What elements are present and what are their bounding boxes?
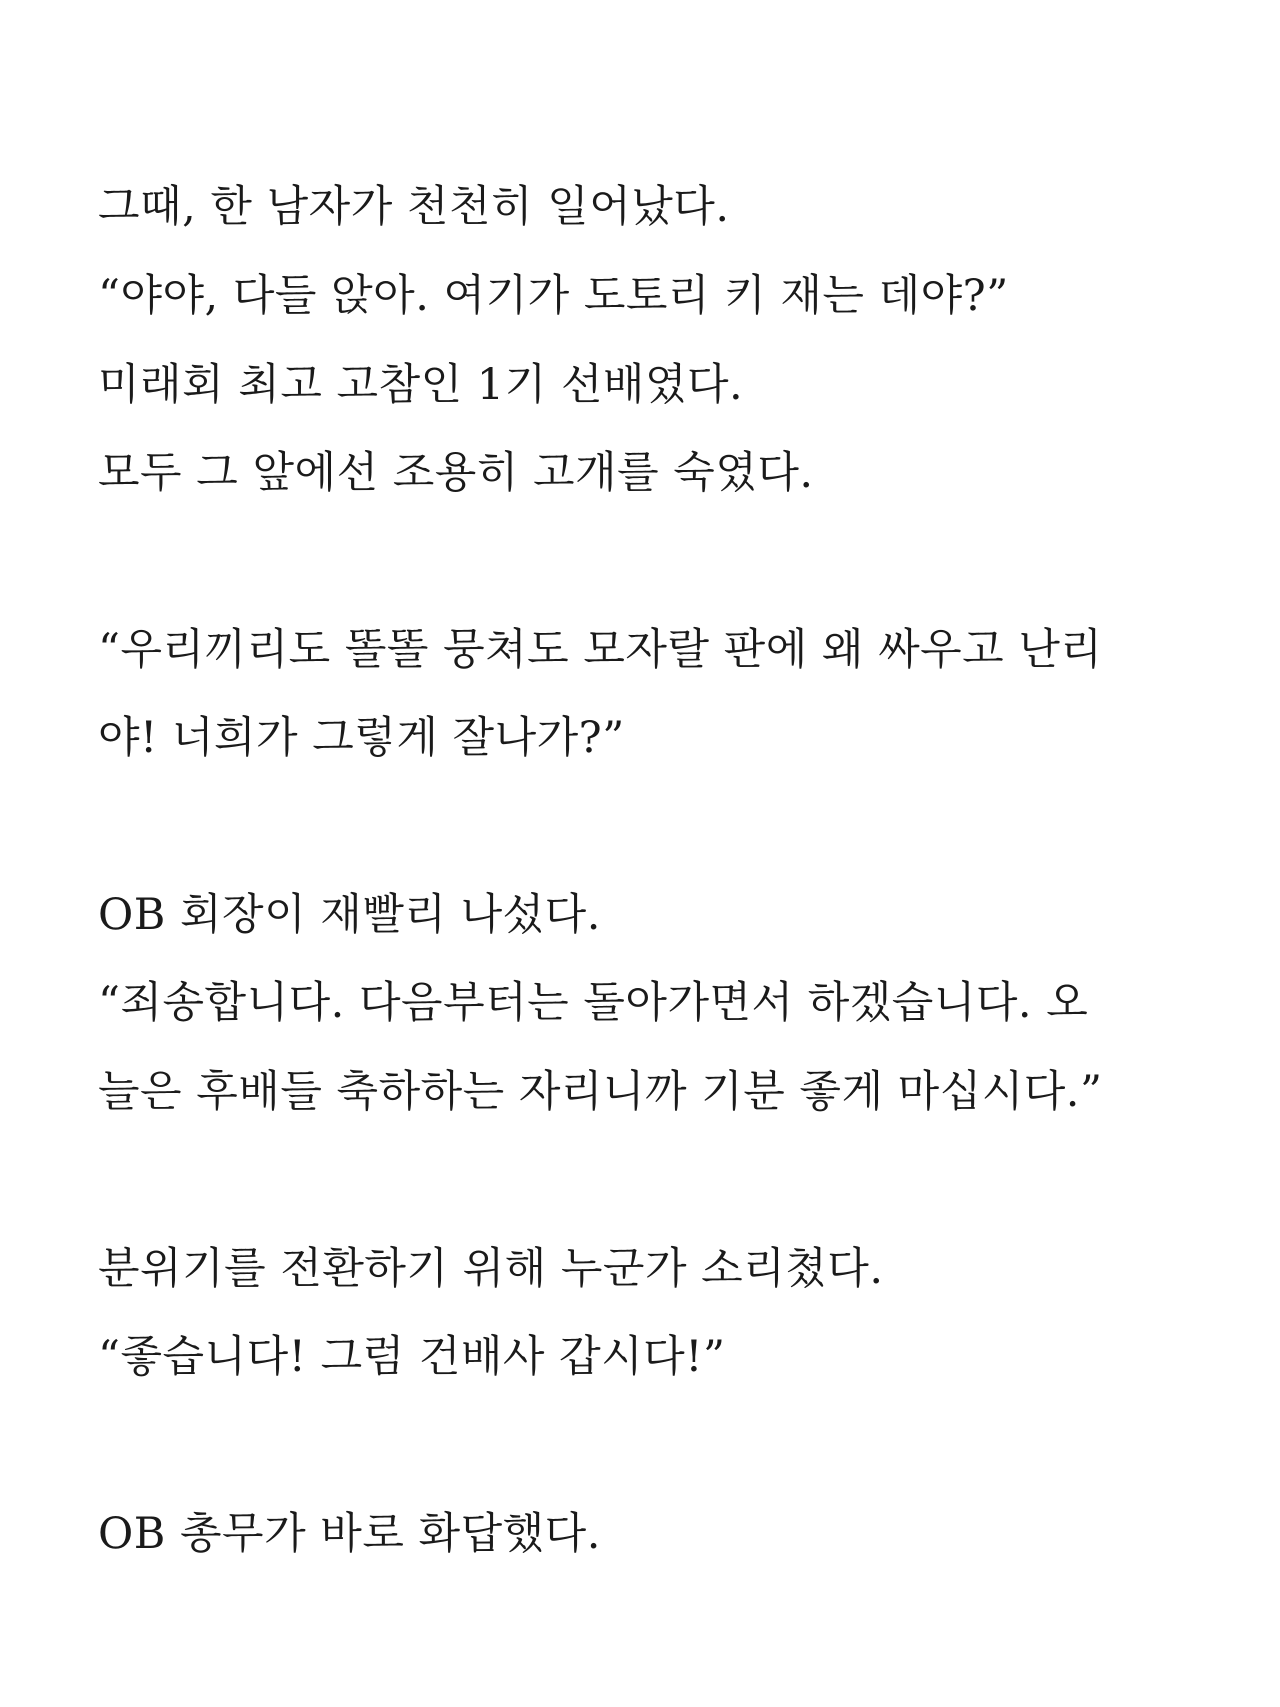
text-line: OB 총무가 바로 화답했다. [98,1509,601,1559]
text-line: “죄송합니다. 다음부터는 돌아가면서 하겠습니다. 오 [98,978,1089,1028]
text-line: 그때, 한 남자가 천천히 일어났다. [98,182,730,232]
text-line: 미래회 최고 고참인 1기 선배였다. [98,360,744,410]
text-line: 분위기를 전환하기 위해 누군가 소리쳤다. [98,1244,884,1294]
text-line: 모두 그 앞에선 조용히 고개를 숙였다. [98,448,814,498]
text-line: “우리끼리도 똘똘 뭉쳐도 모자랄 판에 왜 싸우고 난리 [98,625,1103,675]
text-line: 늘은 후배들 축하하는 자리니까 기분 좋게 마십시다.” [98,1067,1103,1117]
text-line: “좋습니다! 그럼 건배사 갑시다!” [98,1332,726,1382]
text-line: “야야, 다들 앉아. 여기가 도토리 키 재는 데야?” [98,271,1009,321]
text-line: OB 회장이 재빨리 나섰다. [98,890,601,940]
text-line: 야! 너희가 그렇게 잘나가?” [98,713,625,763]
